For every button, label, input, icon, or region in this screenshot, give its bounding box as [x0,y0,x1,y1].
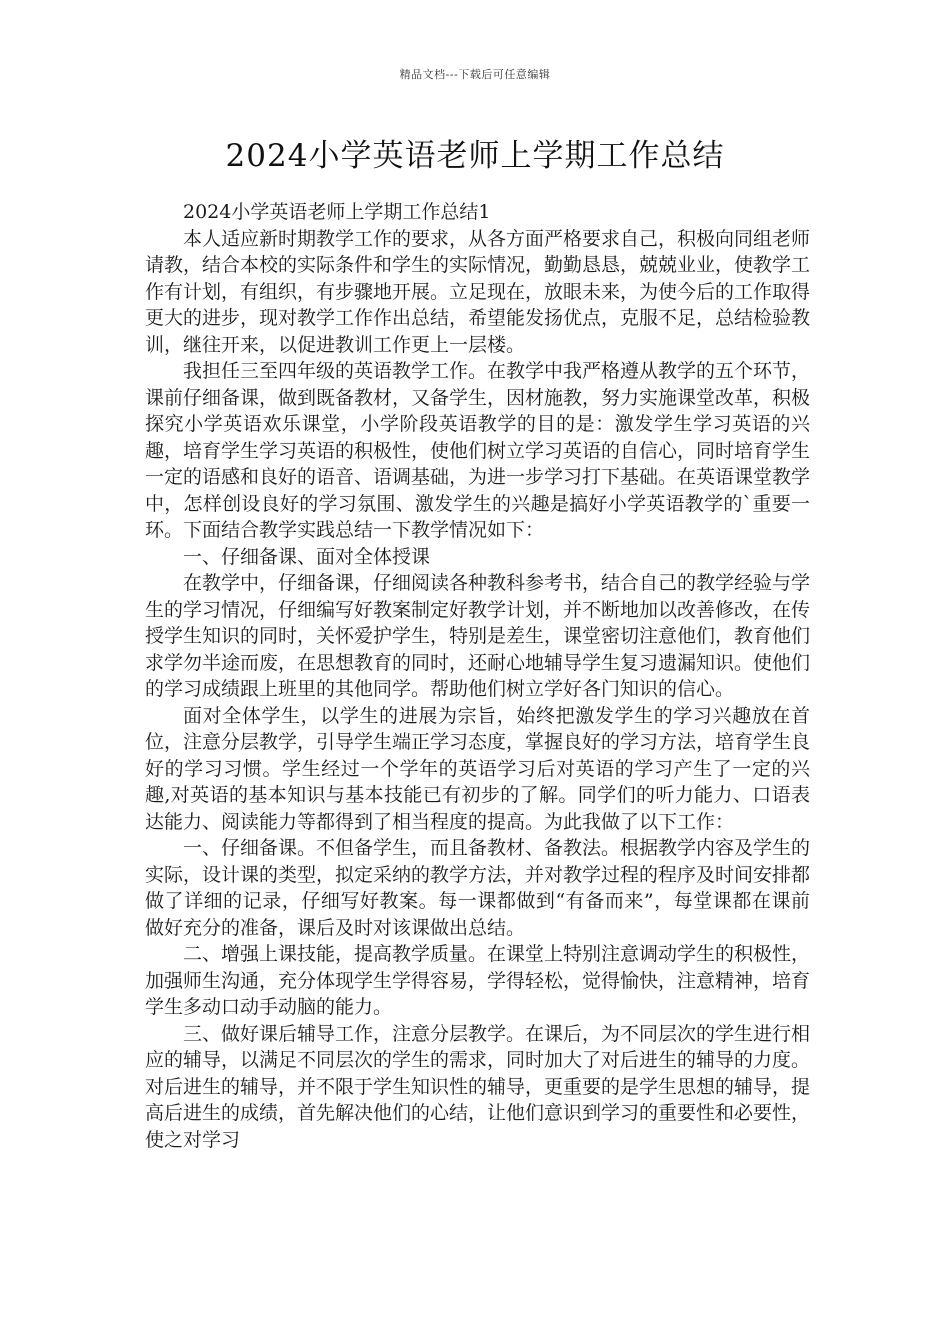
paragraph-preparation: 在教学中，仔细备课，仔细阅读各种教科参考书，结合自己的教学经验与学生的学习情况，仔细编写好教案制定好教学计划，并不断地加以改善修改，在传授学生知识的同时，关怀爱护学生，特别是差生，课堂密切注意他们，教育他们求学勿半途而废，在思想教育的同时，还耐心地辅导学生复习遗漏知识。使他们的学习成绩跟上班里的其他同学。帮助他们树立学好各门知识的信心。 [145,572,811,700]
paragraph-item-one: 一、仔细备课。不但备学生，而且备教材、备教法。根据教学内容及学生的实际，设计课的类型，拟定采纳的教学方法，并对教学过程的程序及时间安排都做了详细的记录，仔细写好教案。每一课都做到“有备而来”，每堂课都在课前做好充分的准备，课后及时对该课做出总结。 [145,837,811,939]
document-title: 2024小学英语老师上学期工作总结 [225,138,725,174]
header-note: 精品文档---下载后可任意编辑 [399,68,551,81]
paragraph-subtitle: 2024小学英语老师上学期工作总结1 [183,201,491,223]
document-body [145,199,810,1153]
section-heading-preparation: 一、仔细备课、面对全体授课 [183,545,431,568]
paragraph-all-students: 面对全体学生，以学生的进展为宗旨，始终把激发学生的学习兴趣放在首位，注意分层教学，引导学生端正学习态度，掌握良好的学习方法，培育学生良好的学习习惯。学生经过一个学年的英语学习后对英语的学习产生了一定的兴趣,对英语的基本知识与基本技能已有初步的了解。同学们的听力能力、口语表达能力、阅读能力等都得到了相当程度的提高。为此我做了以下工作： [145,704,811,833]
paragraph-intro: 本人适应新时期教学工作的要求，从各方面严格要求自己，积极向同组老师请教，结合本校的实际条件和学生的实际情况，勤勤恳恳，兢兢业业，使教学工作有计划，有组织，有步骤地开展。立足现在，放眼未来，为使今后的工作取得更大的进步，现对教学工作作出总结，希望能发扬优点，克服不足，总结检验教训，继往开来，以促进教训工作更上一层楼。 [145,227,811,356]
paragraph-item-two: 二、增强上课技能，提高教学质量。在课堂上特别注意调动学生的积极性，加强师生沟通，充分体现学生学得容易，学得轻松，觉得愉快，注意精神，培育学生多动口动手动脑的能力。 [145,943,811,1018]
paragraph-item-three: 三、做好课后辅导工作，注意分层教学。在课后，为不同层次的学生进行相应的辅导，以满足不同层次的学生的需求，同时加大了对后进生的辅导的力度。对后进生的辅导，并不限于学生知识性的辅导，更重要的是学生思想的辅导，提高后进生的成绩，首先解决他们的心结，让他们意识到学习的重要性和必要性，使之对学习 [145,1022,811,1151]
paragraph-teaching-overview: 我担任三至四年级的英语教学工作。在教学中我严格遵从教学的五个环节，课前仔细备课，做到既备教材，又备学生，因材施教，努力实施课堂改革，积极探究小学英语欢乐课堂，小学阶段英语教学的目的是：激发学生学习英语的兴趣，培育学生学习英语的积极性，使他们树立学习英语的自信心，同时培育学生一定的语感和良好的语音、语调基础，为进一步学习打下基础。在英语课堂教学中，怎样创设良好的学习氛围、激发学生的兴趣是搞好小学英语教学的`重要一环。下面结合教学实践总结一下教学情况如下： [145,360,811,541]
